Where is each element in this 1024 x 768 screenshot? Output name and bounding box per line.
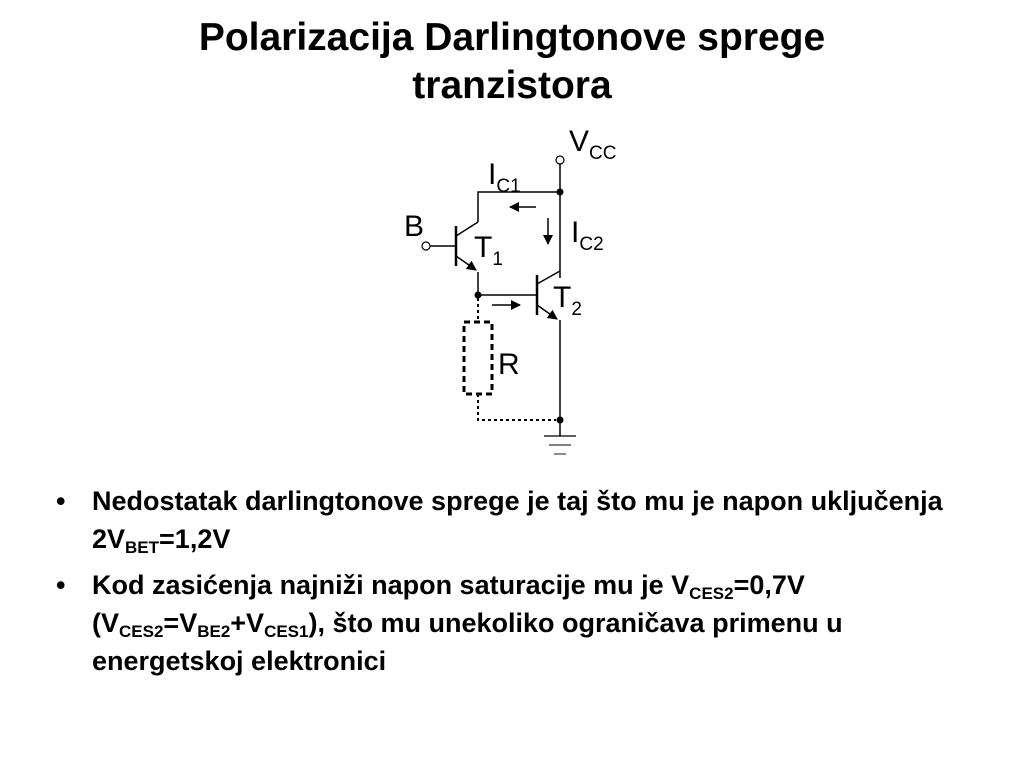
bullet-icon: • (56, 486, 66, 516)
bullet-icon: • (56, 570, 66, 600)
bullet-list (50, 482, 980, 688)
title-line-1: Polarizacija Darlingtonove sprege (198, 16, 826, 59)
t1-label: $T_1$ (474, 231, 503, 270)
ic1-label: $I_{C1}$ (488, 158, 521, 197)
vcc-terminal (556, 156, 564, 164)
base-terminal (422, 242, 430, 250)
bullet-item: • Nedostatak darlingtonove sprege je taj što mu je napon uključenja $2V_{BET}=1,2V$ (50, 482, 980, 558)
ic2-label: $I_{C2}$ (571, 216, 604, 255)
title-line-2: tranzistora (412, 64, 612, 107)
vcc-label: $V_{CC}$ (569, 125, 617, 164)
bullet-item: • Kod zasićenja najniži napon saturacije mu je $V_{CES2}=0,7V$ $(V_{CES2}=V_{BE2}+V_{CES1})$, što mu unekoliko ograničava primenu u energetskoj elektronici (50, 566, 980, 680)
base-label: B (404, 210, 425, 243)
ground-icon (544, 420, 576, 454)
resistor-label: R (498, 348, 520, 381)
t2-label: $T_2$ (553, 281, 582, 320)
